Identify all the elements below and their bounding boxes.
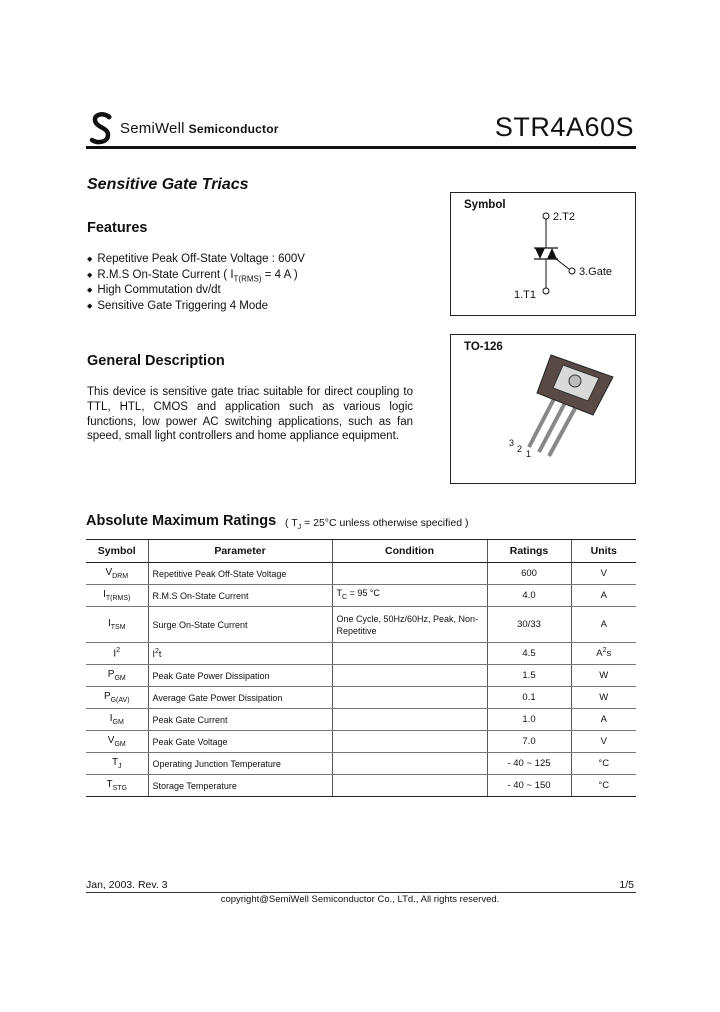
cell-condition [332, 731, 487, 753]
cell-parameter: Average Gate Power Dissipation [148, 687, 332, 709]
cell-condition [332, 753, 487, 775]
cell-unit: °C [571, 753, 636, 775]
cell-rating: - 40 ~ 125 [487, 753, 571, 775]
cell-parameter: Storage Temperature [148, 775, 332, 797]
cell-symbol: $V_{DRM}$ [86, 563, 148, 585]
cell-rating: - 40 ~ 150 [487, 775, 571, 797]
cell-symbol: $I_{TSM}$ [86, 607, 148, 643]
package-box [450, 334, 636, 484]
cell-symbol: $T_J$ [86, 753, 148, 775]
bullet-diamond-icon: ◆ [87, 256, 93, 263]
footer-page-number: 1/5 [619, 879, 634, 891]
features-heading: Features [87, 220, 148, 236]
cell-parameter: Surge On-State Current [148, 607, 332, 643]
table-row [86, 665, 636, 687]
bullet-diamond-icon: ◆ [87, 302, 93, 310]
triac-symbol-icon [451, 193, 635, 315]
package-label: TO-126 [464, 341, 503, 353]
part-number: STR4A60S [494, 112, 634, 142]
table-row [86, 687, 636, 709]
pin3-label: 3 [509, 438, 515, 448]
col-ratings: Ratings [487, 540, 571, 563]
cell-rating: 0.1 [487, 687, 571, 709]
pin2-label: 2 [517, 444, 523, 454]
table-row [86, 709, 636, 731]
cell-unit: A [571, 585, 636, 607]
feature-item: ◆ R.M.S On-State Current ( $I_{T(RMS)} = 4$ A ) [87, 268, 298, 283]
cell-rating: 1.0 [487, 709, 571, 731]
company-name: SemiWell Semiconductor [120, 120, 279, 137]
table-row [86, 643, 636, 665]
col-condition: Condition [332, 540, 487, 563]
table-row [86, 585, 636, 607]
symbol-gate-label: 3.Gate [579, 266, 613, 278]
cell-unit: V [571, 563, 636, 585]
document-title: Sensitive Gate Triacs [87, 176, 249, 193]
features-list [87, 252, 305, 314]
ratings-table [86, 539, 636, 797]
cell-condition [332, 709, 487, 731]
feature-item: ◆ Repetitive Peak Off-State Voltage : 600V [87, 253, 305, 265]
copyright-notice: copyright@SemiWell Semiconductor Co., LTd., All rights reserved. [220, 894, 500, 905]
cell-condition: $T_C = 95$ °C [332, 585, 487, 607]
symbol-box [450, 192, 636, 316]
cell-unit: W [571, 687, 636, 709]
cell-unit: $A^2s$ [571, 643, 636, 665]
col-units: Units [571, 540, 636, 563]
cell-parameter: R.M.S On-State Current [148, 585, 332, 607]
cell-parameter: $I^2t$ [148, 643, 332, 665]
cell-symbol: $I_{GM}$ [86, 709, 148, 731]
cell-rating: 4.0 [487, 585, 571, 607]
symbol-t1-label: 1.T1 [514, 289, 537, 301]
cell-parameter: Operating Junction Temperature [148, 753, 332, 775]
cell-condition [332, 687, 487, 709]
cell-unit: V [571, 731, 636, 753]
ratings-note: ( $T_J = 25^\circ C$ unless otherwise specified ) [285, 517, 469, 532]
symbol-label: Symbol [464, 199, 506, 211]
footer-date-revision: Jan, 2003. Rev. 3 [86, 879, 168, 891]
cell-unit: A [571, 709, 636, 731]
cell-condition: One Cycle, 50Hz/60Hz, Peak, Non-Repetitive [332, 607, 487, 643]
cell-parameter: Peak Gate Power Dissipation [148, 665, 332, 687]
cell-parameter: Peak Gate Voltage [148, 731, 332, 753]
cell-rating: 7.0 [487, 731, 571, 753]
general-description-heading: General Description [87, 353, 225, 369]
footer-rule [86, 892, 636, 893]
table-row [86, 607, 636, 643]
header-rule [86, 146, 636, 149]
cell-symbol: $P_{GM}$ [86, 665, 148, 687]
table-header-row [86, 540, 636, 563]
cell-rating: 4.5 [487, 643, 571, 665]
cell-parameter: Peak Gate Current [148, 709, 332, 731]
table-row [86, 775, 636, 797]
cell-unit: A [571, 607, 636, 643]
bullet-diamond-icon: ◆ [87, 271, 93, 279]
symbol-t2-label: 2.T2 [553, 211, 576, 223]
feature-item: ◆ High Commutation dv/dt [87, 284, 221, 296]
table-row [86, 731, 636, 753]
cell-unit: °C [571, 775, 636, 797]
cell-symbol: $V_{GM}$ [86, 731, 148, 753]
feature-item: ◆ Sensitive Gate Triggering 4 Mode [87, 299, 269, 312]
cell-symbol: $T_{STG}$ [86, 775, 148, 797]
cell-condition [332, 643, 487, 665]
general-description-text: This device is sensitive gate triac suitable for direct coupling to TTL, HTL, CMOS and application such as various logic functions, low power AC switching applications, such as fan speed, small light controllers and home appliance equipment. [87, 386, 413, 443]
ratings-heading: Absolute Maximum Ratings [86, 513, 277, 529]
cell-symbol: $I_{T(RMS)}$ [86, 585, 148, 607]
bullet-diamond-icon: ◆ [87, 287, 93, 294]
cell-rating: 1.5 [487, 665, 571, 687]
cell-condition [332, 665, 487, 687]
col-parameter: Parameter [148, 540, 332, 563]
col-symbol: Symbol [86, 540, 148, 563]
cell-symbol: $P_{G(AV)}$ [86, 687, 148, 709]
cell-unit: W [571, 665, 636, 687]
cell-rating: 600 [487, 563, 571, 585]
semiwell-logo [86, 110, 118, 146]
to126-package-icon [451, 335, 635, 483]
cell-condition [332, 563, 487, 585]
table-row [86, 563, 636, 585]
cell-rating: 30/33 [487, 607, 571, 643]
cell-condition [332, 775, 487, 797]
pin1-label: 1 [526, 449, 532, 459]
cell-parameter: Repetitive Peak Off-State Voltage [148, 563, 332, 585]
table-row [86, 753, 636, 775]
cell-symbol: $I^2$ [86, 643, 148, 665]
